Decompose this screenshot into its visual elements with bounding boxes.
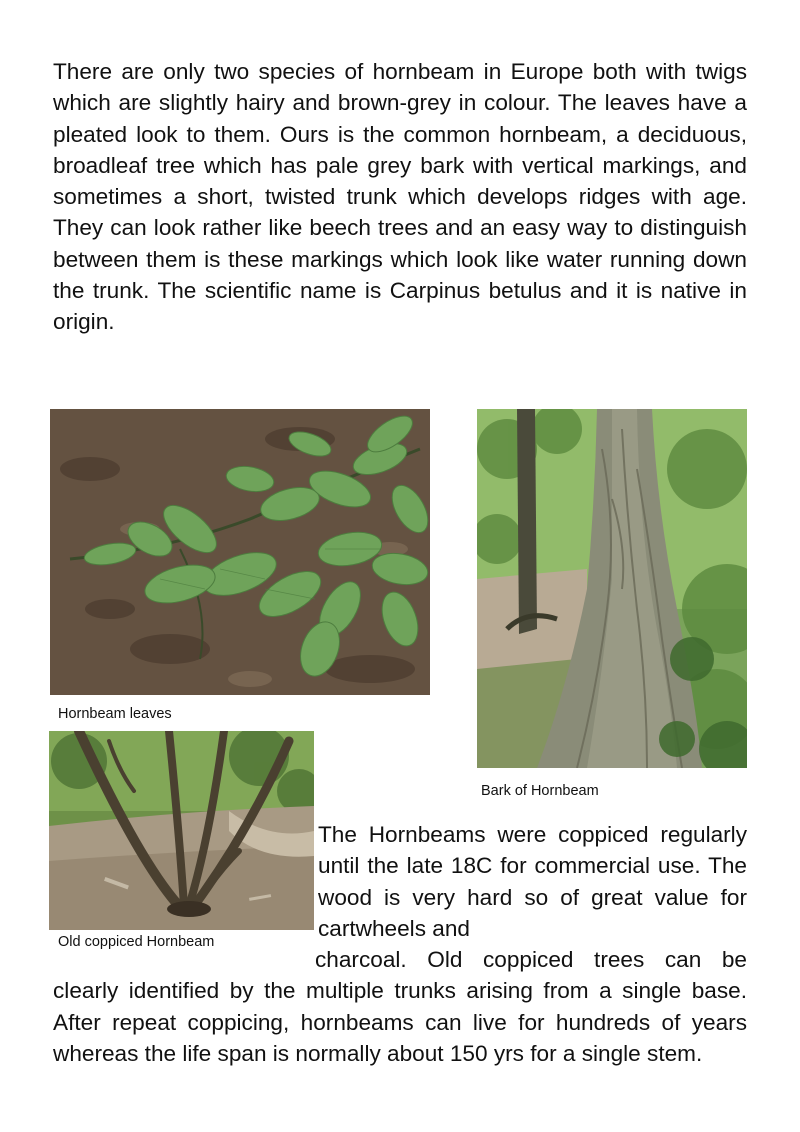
coppiced-hornbeam-caption: Old coppiced Hornbeam [58,934,215,950]
intro-paragraph: There are only two species of hornbeam in Europe both with twigs which are slightly hairy and brown-grey in colour. The leaves have a pleated look to them. Ours is the common hornbeam, a deciduous, broadleaf tree which has pale grey bark with vertical markings, and sometimes a short, twisted trunk which develops ridges with age. They can look rather like beech trees and an easy way to distinguish between them is these markings which look like water running down the trunk. The scientific name is Carpinus betulus and it is native in origin. [53,59,747,335]
hornbeam-bark-photo [477,409,747,768]
coppicing-paragraph-part2: charcoal. Old coppiced trees can be clearly identified by the multiple trunks arising from a single base. After repeat coppicing, hornbeams can live for hundreds of years whereas the life span is normally about 150 yrs for a single stem. [53,947,747,1066]
coppiced-hornbeam-photo [49,731,314,930]
coppicing-paragraph-part1: The Hornbeams were coppiced regularly until the late 18C for commercial use. The wood is very hard so of great value for cartwheels and [318,822,747,941]
hornbeam-leaves-photo [50,409,430,695]
hornbeam-bark-caption: Bark of Hornbeam [481,783,599,799]
hornbeam-leaves-caption: Hornbeam leaves [58,706,172,722]
